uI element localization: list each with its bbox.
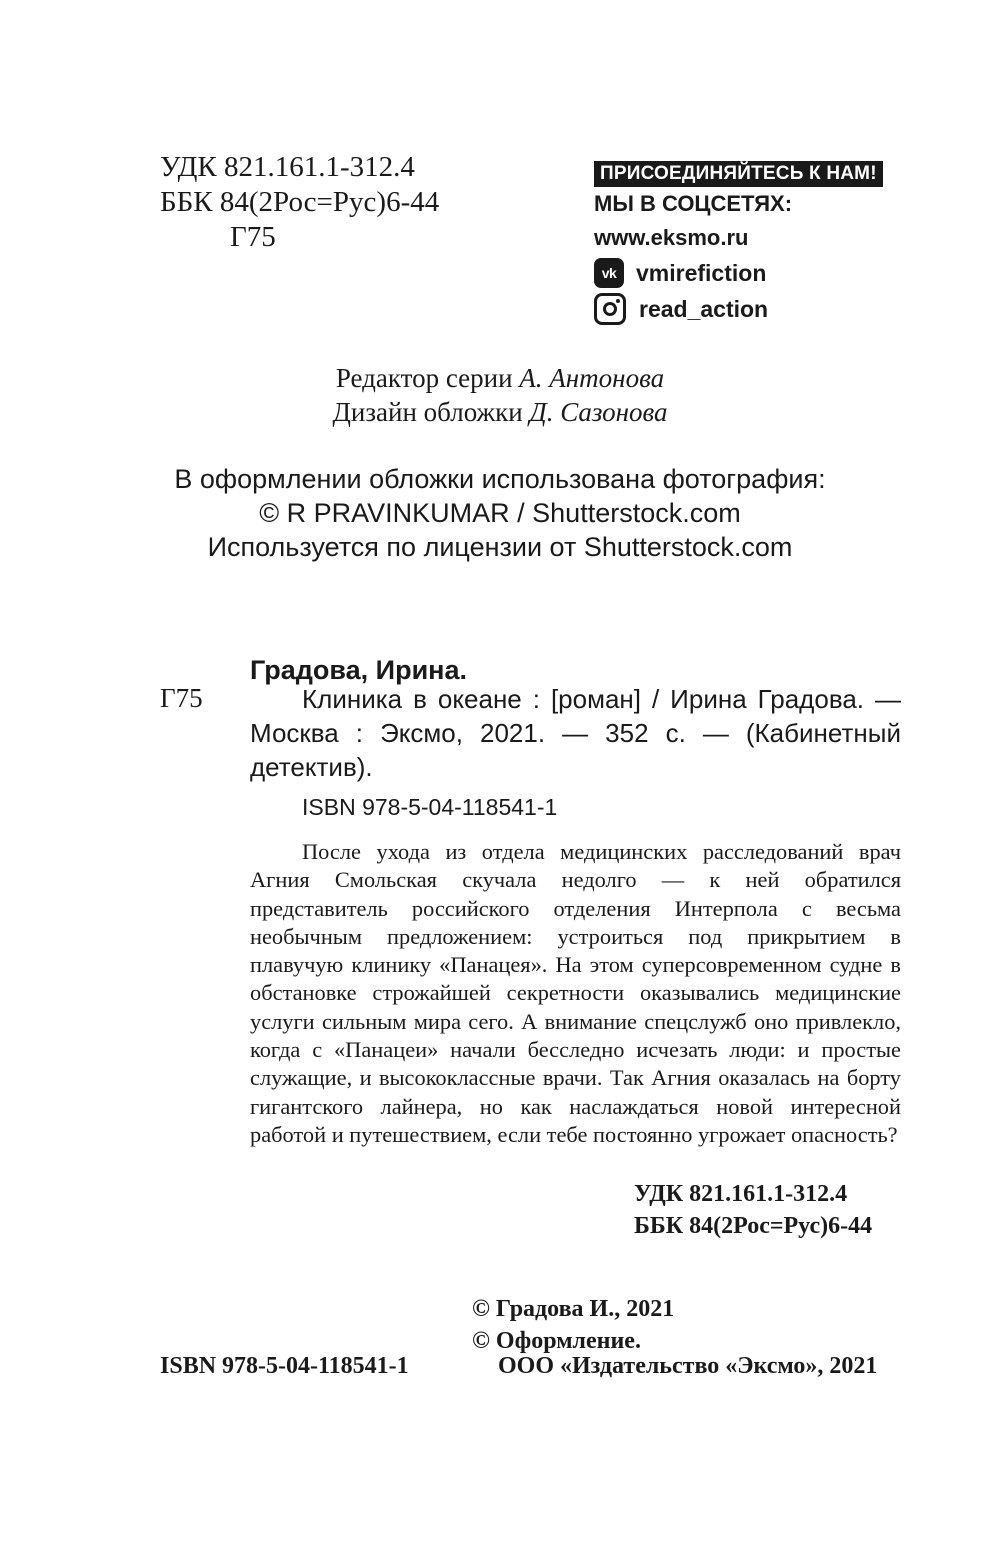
bib-author: Градова, Ирина. [250, 655, 468, 685]
photo-credit-line1: В оформлении обложки использована фотография: [174, 464, 826, 494]
photo-credit-line2: © R PRAVINKUMAR / Shutterstock.com [259, 498, 741, 528]
design-label: Дизайн обложки [332, 397, 523, 427]
vk-row[interactable] [594, 255, 883, 291]
annotation: После ухода из отдела медицинских расследований врач Агния Смольская скучала недолго — к ней обратился представитель российского отделения Интерпола с весьма необычным предложением: устроиться под прикрытием в плавучую клинику «Панацея». На этом суперсовременном судне в обстановке строжайшей секретности оказывались медицинские услуги сильным мира сего. А внимание спецслужб оно привлекло, когда с «Панацеи» начали бесследно исчезать люди: и простые служащие, и высококлассные врачи. Так Агния оказалась на борту гигантского лайнера, но как наслаждаться новой интересной работой и путешествием, если тебе постоянно угрожает опасность? [250, 839, 901, 1147]
vk-icon: vk [594, 258, 624, 288]
editor-name: А. Антонова [519, 363, 665, 393]
instagram-row[interactable] [594, 291, 883, 327]
footer-bbk: ББК 84(2Рос=Рус)6-44 [634, 1213, 873, 1239]
footer-udk: УДК 821.161.1-312.4 [634, 1181, 848, 1207]
bib-description: Клиника в океане : [роман] / Ирина Градова. — Москва : Эксмо, 2021. — 352 с. — (Кабинетный детектив). [250, 684, 901, 782]
vk-handle: vmirefiction [636, 259, 767, 286]
copyright-publisher: ООО «Издательство «Эксмо», 2021 [498, 1353, 878, 1379]
instagram-handle: read_action [639, 295, 769, 322]
bib-isbn: ISBN 978-5-04-118541-1 [302, 794, 558, 820]
copyright-design: © Оформление. [472, 1328, 641, 1354]
design-name: Д. Сазонова [529, 397, 668, 427]
udk-code: УДК 821.161.1-312.4 [160, 151, 415, 183]
website-link[interactable]: www.eksmo.ru [594, 225, 749, 250]
editor-credit [0, 361, 1000, 395]
instagram-icon [594, 293, 626, 325]
design-credit [0, 395, 1000, 429]
bib-mark: Г75 [160, 683, 203, 713]
footer-classification [634, 1178, 872, 1242]
author-mark: Г75 [230, 221, 276, 253]
social-heading: МЫ В СОЦСЕТЯХ: [594, 191, 793, 216]
photo-credit-line3: Используется по лицензии от Shutterstock.com [207, 532, 793, 562]
bbk-code: ББК 84(2Рос=Рус)6-44 [160, 186, 440, 218]
editor-label: Редактор серии [335, 363, 513, 393]
copyright-author: © Градова И., 2021 [472, 1296, 675, 1322]
footer-isbn: ISBN 978-5-04-118541-1 [160, 1353, 409, 1379]
join-us-banner: ПРИСОЕДИНЯЙТЕСЬ К НАМ! [594, 161, 883, 187]
social-block [594, 161, 883, 327]
copyright-block [472, 1293, 674, 1357]
classification-block [160, 150, 439, 255]
